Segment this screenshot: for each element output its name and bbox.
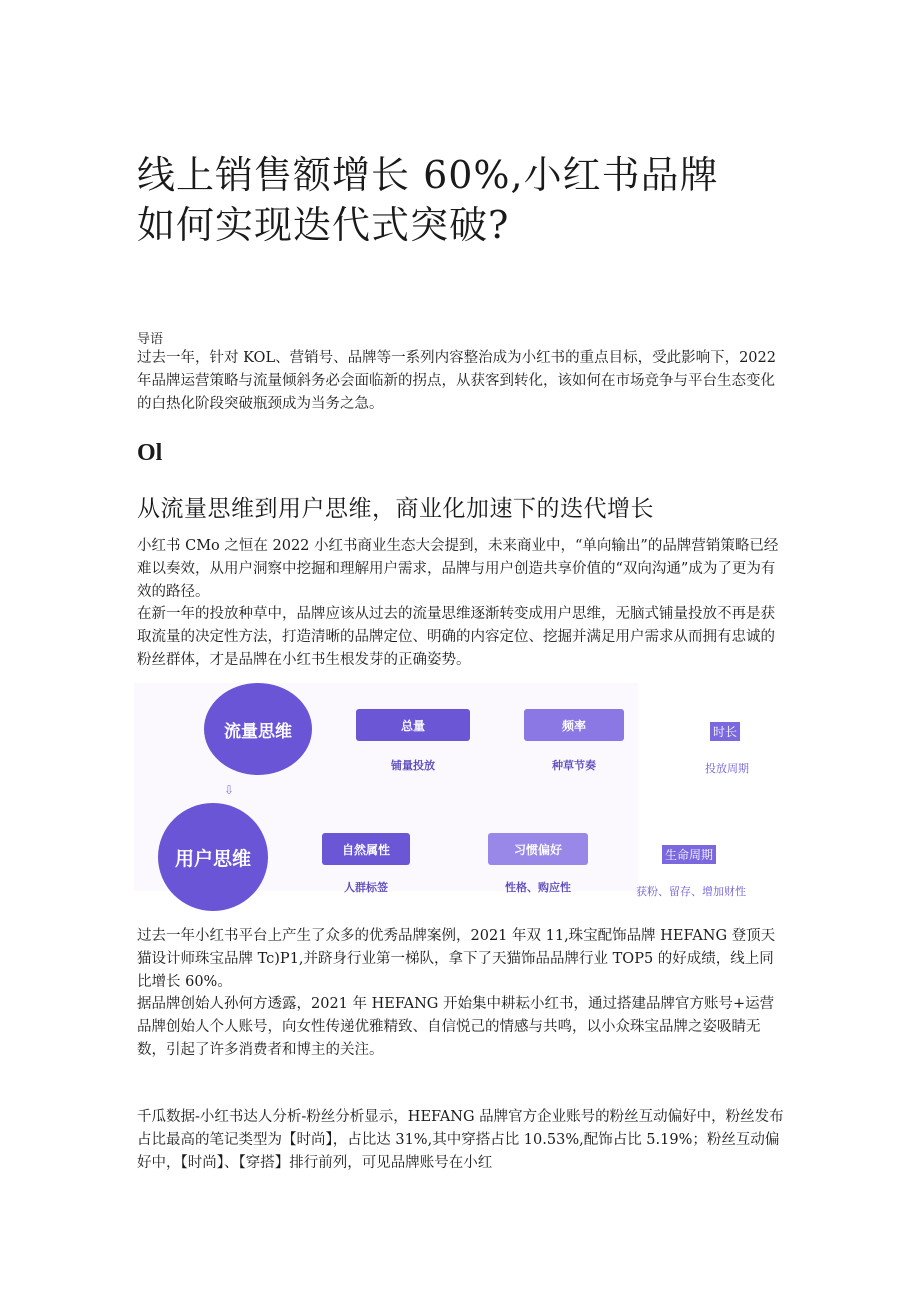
paragraph-2: 在新一年的投放种草中，品牌应该从过去的流量思维逐渐转变成用户思维，无脑式铺量投放不再是获取流量的决定性方法，打造清晰的品牌定位、明确的内容定位、挖掘并满足用户需求从而拥有忠诚的粉丝群体，才是品牌在小红书生根发芽的正确姿势。 bbox=[137, 606, 775, 668]
user-thinking-circle: 用户思维 bbox=[158, 803, 268, 911]
paragraph-5: 千瓜数据-小红书达人分析-粉丝分析显示，HEFANG 品牌官方企业账号的粉丝互动偏好中，粉丝发布占比最高的笔记类型为【时尚】，占比达 31%,其中穿搭占比 10.53%,配饰占比 5.19%；粉丝互动偏好中，【时尚】、【穿搭】排行前列，可见品牌账号在小红 bbox=[137, 1109, 784, 1171]
pill-habit: 习惯偏好 bbox=[488, 833, 588, 865]
paragraph-1: 小红书 CMo 之恒在 2022 小红书商业生态大会提到，未来商业中，“单向输出”的品牌营销策略已经难以奏效，从用户洞察中挖掘和理解用户需求，品牌与用户创造共享价值的“双向沟通”成为了更为有效的路径。 bbox=[137, 538, 779, 600]
label-frequency: 种草节奏 bbox=[552, 759, 596, 772]
label-habit: 性格、购应性 bbox=[505, 881, 571, 894]
title-line-1: 线上销售额增长 60%,小红书品牌 bbox=[137, 153, 719, 197]
article-title bbox=[137, 150, 837, 250]
thinking-diagram bbox=[134, 683, 638, 894]
section-number: Ol bbox=[137, 440, 163, 466]
down-arrow-icon: ⇩ bbox=[224, 783, 235, 797]
side-duration-label: 投放周期 bbox=[705, 762, 749, 775]
pill-natural-attr: 自然属性 bbox=[322, 833, 410, 865]
paragraph-4: 据品牌创始人孙何方透露，2021 年 HEFANG 开始集中耕耘小红书，通过搭建品牌官方账号+运营品牌创始人个人账号，向女性传递优雅精致、自信悦己的情感与共鸣，以小众珠宝品牌之姿吸睛无数，引起了许多消费者和博主的关注。 bbox=[137, 996, 775, 1058]
title-line-2: 如何实现迭代式突破? bbox=[137, 203, 510, 247]
traffic-thinking-circle: 流量思维 bbox=[204, 683, 312, 775]
pill-total: 总量 bbox=[356, 709, 470, 741]
side-lifecycle-label: 获粉、留存、增加财性 bbox=[636, 885, 746, 898]
intro-label: 导语 bbox=[137, 332, 164, 347]
section-heading: 从流量思维到用户思维，商业化加速下的迭代增长 bbox=[137, 496, 654, 522]
label-total: 铺量投放 bbox=[391, 759, 435, 772]
pill-frequency: 频率 bbox=[524, 709, 624, 741]
intro-paragraph: 过去一年，针对 KOL、营销号、品牌等一系列内容整治成为小红书的重点目标，受此影响下，2022 年品牌运营策略与流量倾斜务必会面临新的拐点，从获客到转化，该如何在市场竞争与平台生态变化的白热化阶段突破瓶颈成为当务之急。 bbox=[137, 350, 776, 412]
side-duration: 时长 bbox=[710, 722, 740, 741]
label-natural-attr: 人群标签 bbox=[344, 881, 388, 894]
side-lifecycle: 生命周期 bbox=[662, 845, 716, 864]
paragraph-3: 过去一年小红书平台上产生了众多的优秀品牌案例，2021 年双 11,珠宝配饰品牌 HEFANG 登顶天猫设计师珠宝品牌 Tc)P1,并跻身行业第一梯队，拿下了天猫饰品品牌行业 TOP5 的好成绩，线上同比增长 60%。 bbox=[137, 928, 776, 990]
